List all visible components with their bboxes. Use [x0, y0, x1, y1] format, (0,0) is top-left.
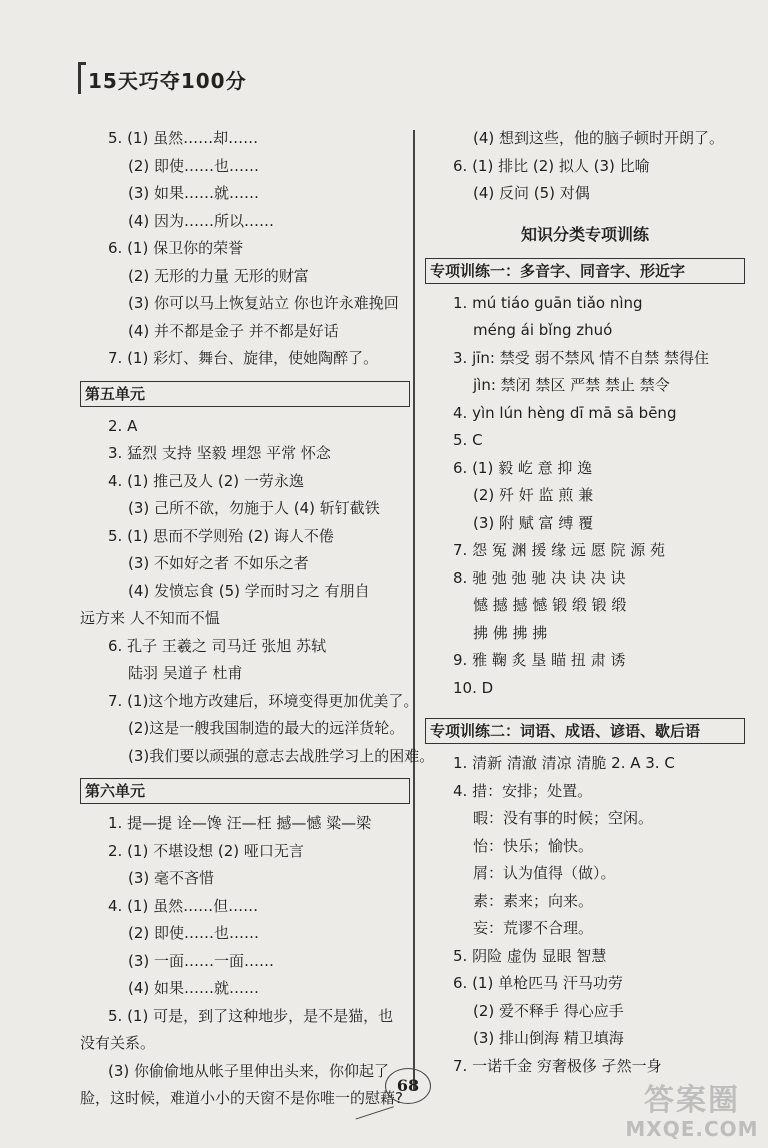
answer-line: 5. (1) 可是，到了这种地步，是不是猫，也	[108, 1006, 394, 1025]
answer-line: jìn: 禁闭 禁区 严禁 禁止 禁令	[473, 376, 670, 394]
answer-line: 脸，这时候，难道小小的天窗不是你唯一的慰藉?	[80, 1089, 403, 1107]
answer-line: (3) 不如好之者 不如乐之者	[128, 554, 309, 572]
watermark-top: 答案圈	[644, 1083, 740, 1118]
answer-line: (3)我们要以顽强的意志去战胜学习上的困难。	[128, 746, 435, 765]
answer-line: 7. (1)这个地方改建后，环境变得更加优美了。	[108, 691, 419, 710]
answer-line: (4) 发愤忘食 (5) 学而时习之 有朋自	[128, 581, 370, 600]
magnifier-handle-icon	[356, 1106, 397, 1127]
answer-line: 3. 猛烈 支持 坚毅 埋怨 平常 怀念	[108, 444, 331, 462]
logo-text: 15天巧夺100分	[88, 69, 247, 93]
answer-line: 屑：认为值得（做）。	[473, 864, 616, 882]
answer-line: (2) 爱不释手 得心应手	[473, 1001, 624, 1020]
answer-line: (3) 己所不欲，勿施于人 (4) 斩钉截铁	[128, 499, 380, 517]
column-divider	[413, 130, 415, 1090]
answer-line: 10. D	[453, 678, 494, 697]
answer-line: 远方来 人不知而不愠	[80, 609, 220, 627]
answer-line: (4) 想到这些，他的脑子顿时开朗了。	[473, 129, 725, 147]
answer-line: 5. C	[453, 431, 483, 449]
answer-line: 4. yìn lún hèng dī mā sā bēng	[453, 403, 677, 422]
section-header: 第六单元	[80, 778, 410, 804]
answer-line: 2. (1) 不堪设想 (2) 哑口无言	[108, 841, 304, 860]
answer-line: (3) 排山倒海 精卫填海	[473, 1029, 624, 1047]
answer-line: 素：素来；向来。	[473, 891, 594, 910]
answer-line: (2) 即使……也……	[128, 156, 260, 175]
answer-line: (2) 即使……也……	[128, 924, 260, 942]
answer-line: 怡：快乐；愉快。	[473, 836, 594, 855]
answer-line: 6. (1) 单枪匹马 汗马功劳	[453, 974, 623, 992]
answer-line: (4) 因为……所以……	[128, 211, 275, 230]
answer-line: (2)这是一艘我国制造的最大的远洋货轮。	[128, 719, 405, 737]
answer-line: (4) 并不都是金子 并不都是好话	[128, 321, 339, 340]
answer-line: 憾 撼 撼 憾 锻 缎 锻 缎	[473, 596, 627, 614]
answer-line: (3) 一面……一面……	[128, 951, 275, 970]
answer-line: (3) 你偷偷地从帐子里伸出头来，你仰起了	[108, 1061, 390, 1080]
answer-line: 9. 雅 鞠 炙 垦 瞄 扭 肃 诱	[453, 651, 626, 669]
answer-line: 4. 措：安排；处置。	[453, 781, 593, 800]
answer-line: 7. 一诺千金 穷奢极侈 孑然一身	[453, 1056, 662, 1075]
spacer	[425, 702, 745, 710]
answer-line: 妄：荒谬不合理。	[473, 919, 594, 937]
answer-line: 陆羽 吴道子 杜甫	[128, 664, 243, 682]
answer-line: (3) 你可以马上恢复站立 你也许永难挽回	[128, 294, 399, 312]
answer-line: méng ái bǐng zhuó	[473, 321, 613, 339]
page-number-badge	[355, 1068, 435, 1118]
answer-line: 4. (1) 虽然……但……	[108, 896, 259, 915]
answer-line: 5. (1) 虽然……却……	[108, 129, 259, 147]
answer-line: (3) 毫不吝惜	[128, 869, 215, 887]
answer-line: 5. 阴险 虚伪 显眼 智慧	[453, 946, 607, 965]
answer-line: 7. (1) 彩灯、舞台、旋律，使她陶醉了。	[108, 349, 379, 367]
answer-line: (4) 反问 (5) 对偶	[473, 184, 590, 202]
section-header: 专项训练二：词语、成语、谚语、歇后语	[425, 718, 745, 744]
answer-line: (3) 如果……就……	[128, 184, 260, 202]
answer-line: (3) 附 赋 富 缚 覆	[473, 513, 594, 532]
watermark-bottom: MXQE.COM	[625, 1117, 759, 1141]
answer-line: 8. 驰 弛 弛 驰 决 诀 决 诀	[453, 568, 626, 587]
page-number: 68	[385, 1068, 431, 1104]
answer-line: 1. 提—提 诠—馋 汪—枉 撼—憾 粱—梁	[108, 814, 372, 832]
answer-line: 1. mú tiáo guān tiǎo nìng	[453, 293, 643, 312]
answer-line: 6. (1) 排比 (2) 拟人 (3) 比喻	[453, 156, 650, 175]
answer-line: 3. jīn: 禁受 弱不禁风 情不自禁 禁得住	[453, 348, 710, 367]
section-title: 知识分类专项训练	[520, 224, 649, 244]
section-header: 专项训练一：多音字、同音字、形近字	[425, 258, 745, 284]
logo-bracket-icon	[78, 62, 86, 94]
answer-line: 没有关系。	[80, 1034, 156, 1052]
answer-line: 6. (1) 保卫你的荣誉	[108, 239, 244, 257]
answer-line: 拂 佛 拂 拂	[473, 623, 548, 642]
left-column	[80, 125, 435, 1113]
answer-line: 6. (1) 毅 屹 意 抑 逸	[453, 458, 593, 477]
answer-line: 5. (1) 思而不学则殆 (2) 诲人不倦	[108, 526, 334, 545]
right-column	[425, 125, 745, 1080]
answer-line: 1. 清新 清澈 清凉 清脆 2. A 3. C	[453, 754, 675, 772]
answer-line: 暇：没有事的时候；空闲。	[473, 809, 654, 827]
answer-line: 2. A	[108, 416, 138, 435]
answer-line: (4) 如果……就……	[128, 979, 260, 997]
answer-line: 7. 怨 冤 渊 援 缘 远 愿 院 源 苑	[453, 541, 665, 559]
section-header: 第五单元	[80, 381, 410, 407]
book-logo	[80, 62, 247, 94]
answer-line: (2) 歼 奸 监 煎 兼	[473, 486, 594, 504]
watermark	[622, 1084, 762, 1144]
answer-line: (2) 无形的力量 无形的财富	[128, 266, 309, 285]
answer-line: 4. (1) 推己及人 (2) 一劳永逸	[108, 471, 304, 490]
answer-line: 6. 孔子 王羲之 司马迁 张旭 苏轼	[108, 636, 327, 655]
